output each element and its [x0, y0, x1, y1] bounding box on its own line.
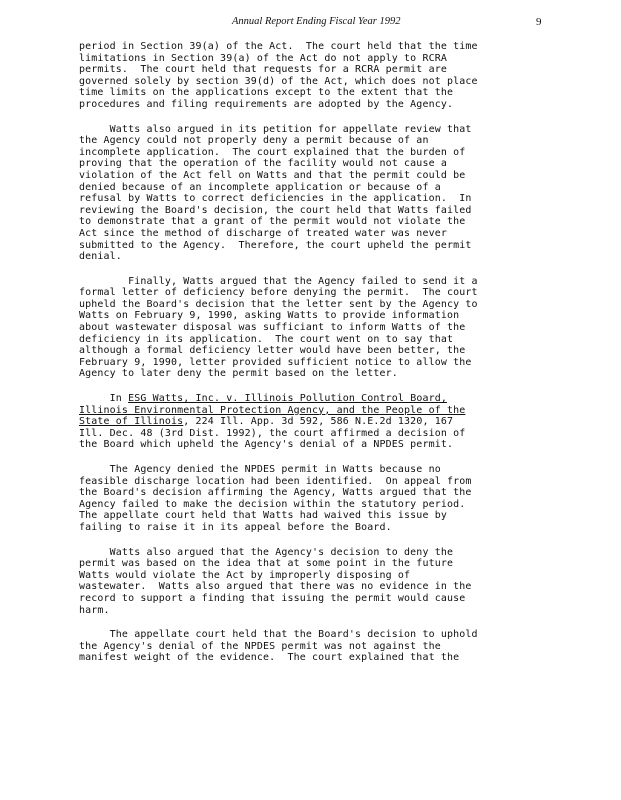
text-line: Ill. Dec. 48 (3rd Dist. 1992), the court affirmed a decision of: [79, 427, 466, 439]
page-number: 9: [536, 16, 542, 28]
text-line: The appellate court held that Watts had waived this issue by: [79, 510, 447, 522]
text-line: Act since the method of discharge of treated water was never: [79, 227, 447, 239]
text-line: Finally, Watts argued that the Agency failed to send it a: [79, 275, 478, 287]
text-line: February 9, 1990, letter provided sufficient notice to allow the: [79, 356, 472, 368]
text-line: permits. The court held that requests for a RCRA permit are: [79, 64, 447, 76]
paragraph-deficiency-letter: [79, 276, 551, 380]
text-line: incomplete application. The court explained that the burden of: [79, 146, 466, 158]
text-line: [79, 416, 551, 428]
text-line: about wastewater disposal was sufficiant to inform Watts of the: [79, 322, 466, 334]
text-line: Watts also argued that the Agency's decision to deny the: [79, 546, 454, 558]
text-line: deficiency in its application. The court went on to say that: [79, 333, 454, 345]
text-line: the Agency could not properly deny a permit because of an: [79, 135, 429, 147]
text-line: harm.: [79, 604, 110, 616]
paragraph-case-citation: [79, 393, 551, 451]
citation-reporter: , 224 Ill. App. 3d 592, 586 N.E.2d 1320, 167: [183, 416, 454, 428]
text-line: submitted to the Agency. Therefore, the court upheld the permit: [79, 239, 472, 251]
text-line: governed solely by section 39(d) of the Act, which does not place: [79, 75, 478, 87]
paragraph-incomplete-application: [79, 124, 551, 263]
text-line: failing to raise it in its appeal before the Board.: [79, 521, 392, 533]
paragraph-npdes-denial: [79, 464, 551, 534]
text-line: period in Section 39(a) of the Act. The court held that the time: [79, 41, 478, 52]
text-line: denied because of an incomplete application or because of a: [79, 181, 441, 193]
text-line: the Board which upheld the Agency's denial of a NPDES permit.: [79, 439, 454, 451]
text-line: [79, 393, 551, 405]
paragraph-rcra-time-limits: [79, 41, 551, 111]
text-line: upheld the Board's decision that the letter sent by the Agency to: [79, 298, 478, 310]
case-name-part-3: State of Illinois: [79, 416, 184, 428]
text-line: although a formal deficiency letter would have been better, the: [79, 345, 466, 357]
text-line: the Agency's denial of the NPDES permit was not against the: [79, 640, 441, 652]
text-line: refusal by Watts to correct deficiencies in the application. In: [79, 193, 472, 205]
text-line: The Agency denied the NPDES permit in Watts because no: [79, 464, 441, 475]
text-line: Watts would violate the Act by improperly disposing of: [79, 569, 411, 581]
text-line: Agency to later deny the permit based on the letter.: [79, 368, 398, 380]
text-line: [79, 405, 551, 417]
running-header: [0, 16, 621, 32]
body-text: [79, 41, 551, 677]
text-line: denial.: [79, 251, 122, 263]
text-line: limitations in Section 39(a) of the Act do not apply to RCRA: [79, 52, 447, 64]
text-line: permit was based on the idea that at some point in the future: [79, 558, 454, 570]
text-line: Watts on February 9, 1990, asking Watts to provide information: [79, 310, 460, 322]
text-line: Watts also argued in its petition for appellate review that: [79, 123, 472, 135]
text-line: Agency failed to make the decision within the statutory period.: [79, 498, 466, 510]
text-line: to demonstrate that a grant of the permit would not violate the: [79, 216, 466, 228]
text-line: time limits on the applications except to the extent that the: [79, 87, 454, 99]
text-line: The appellate court held that the Board's decision to uphold: [79, 629, 478, 641]
text-line: manifest weight of the evidence. The court explained that the: [79, 652, 460, 664]
text-line: proving that the operation of the facility would not cause a: [79, 158, 447, 170]
text-line: feasible discharge location had been identified. On appeal from: [79, 475, 472, 487]
text-line: procedures and filing requirements are adopted by the Agency.: [79, 98, 454, 110]
citation-intro: In: [79, 393, 129, 405]
header-title: Annual Report Ending Fiscal Year 1992: [232, 16, 401, 27]
text-line: record to support a finding that issuing the permit would cause: [79, 592, 466, 604]
text-line: wastewater. Watts also argued that there was no evidence in the: [79, 581, 472, 593]
text-line: violation of the Act fell on Watts and that the permit could be: [79, 169, 466, 181]
case-name-part-1: ESG Watts, Inc. v. Illinois Pollution Control Board,: [128, 393, 447, 405]
paragraph-future-violation: [79, 547, 551, 617]
paragraph-manifest-weight: [79, 629, 551, 664]
case-name-part-2: Illinois Environmental Protection Agency, and the People of the: [79, 404, 466, 416]
text-line: formal letter of deficiency before denying the permit. The court: [79, 287, 478, 299]
text-line: the Board's decision affirming the Agency, Watts argued that the: [79, 487, 472, 499]
text-line: reviewing the Board's decision, the court held that Watts failed: [79, 204, 472, 216]
